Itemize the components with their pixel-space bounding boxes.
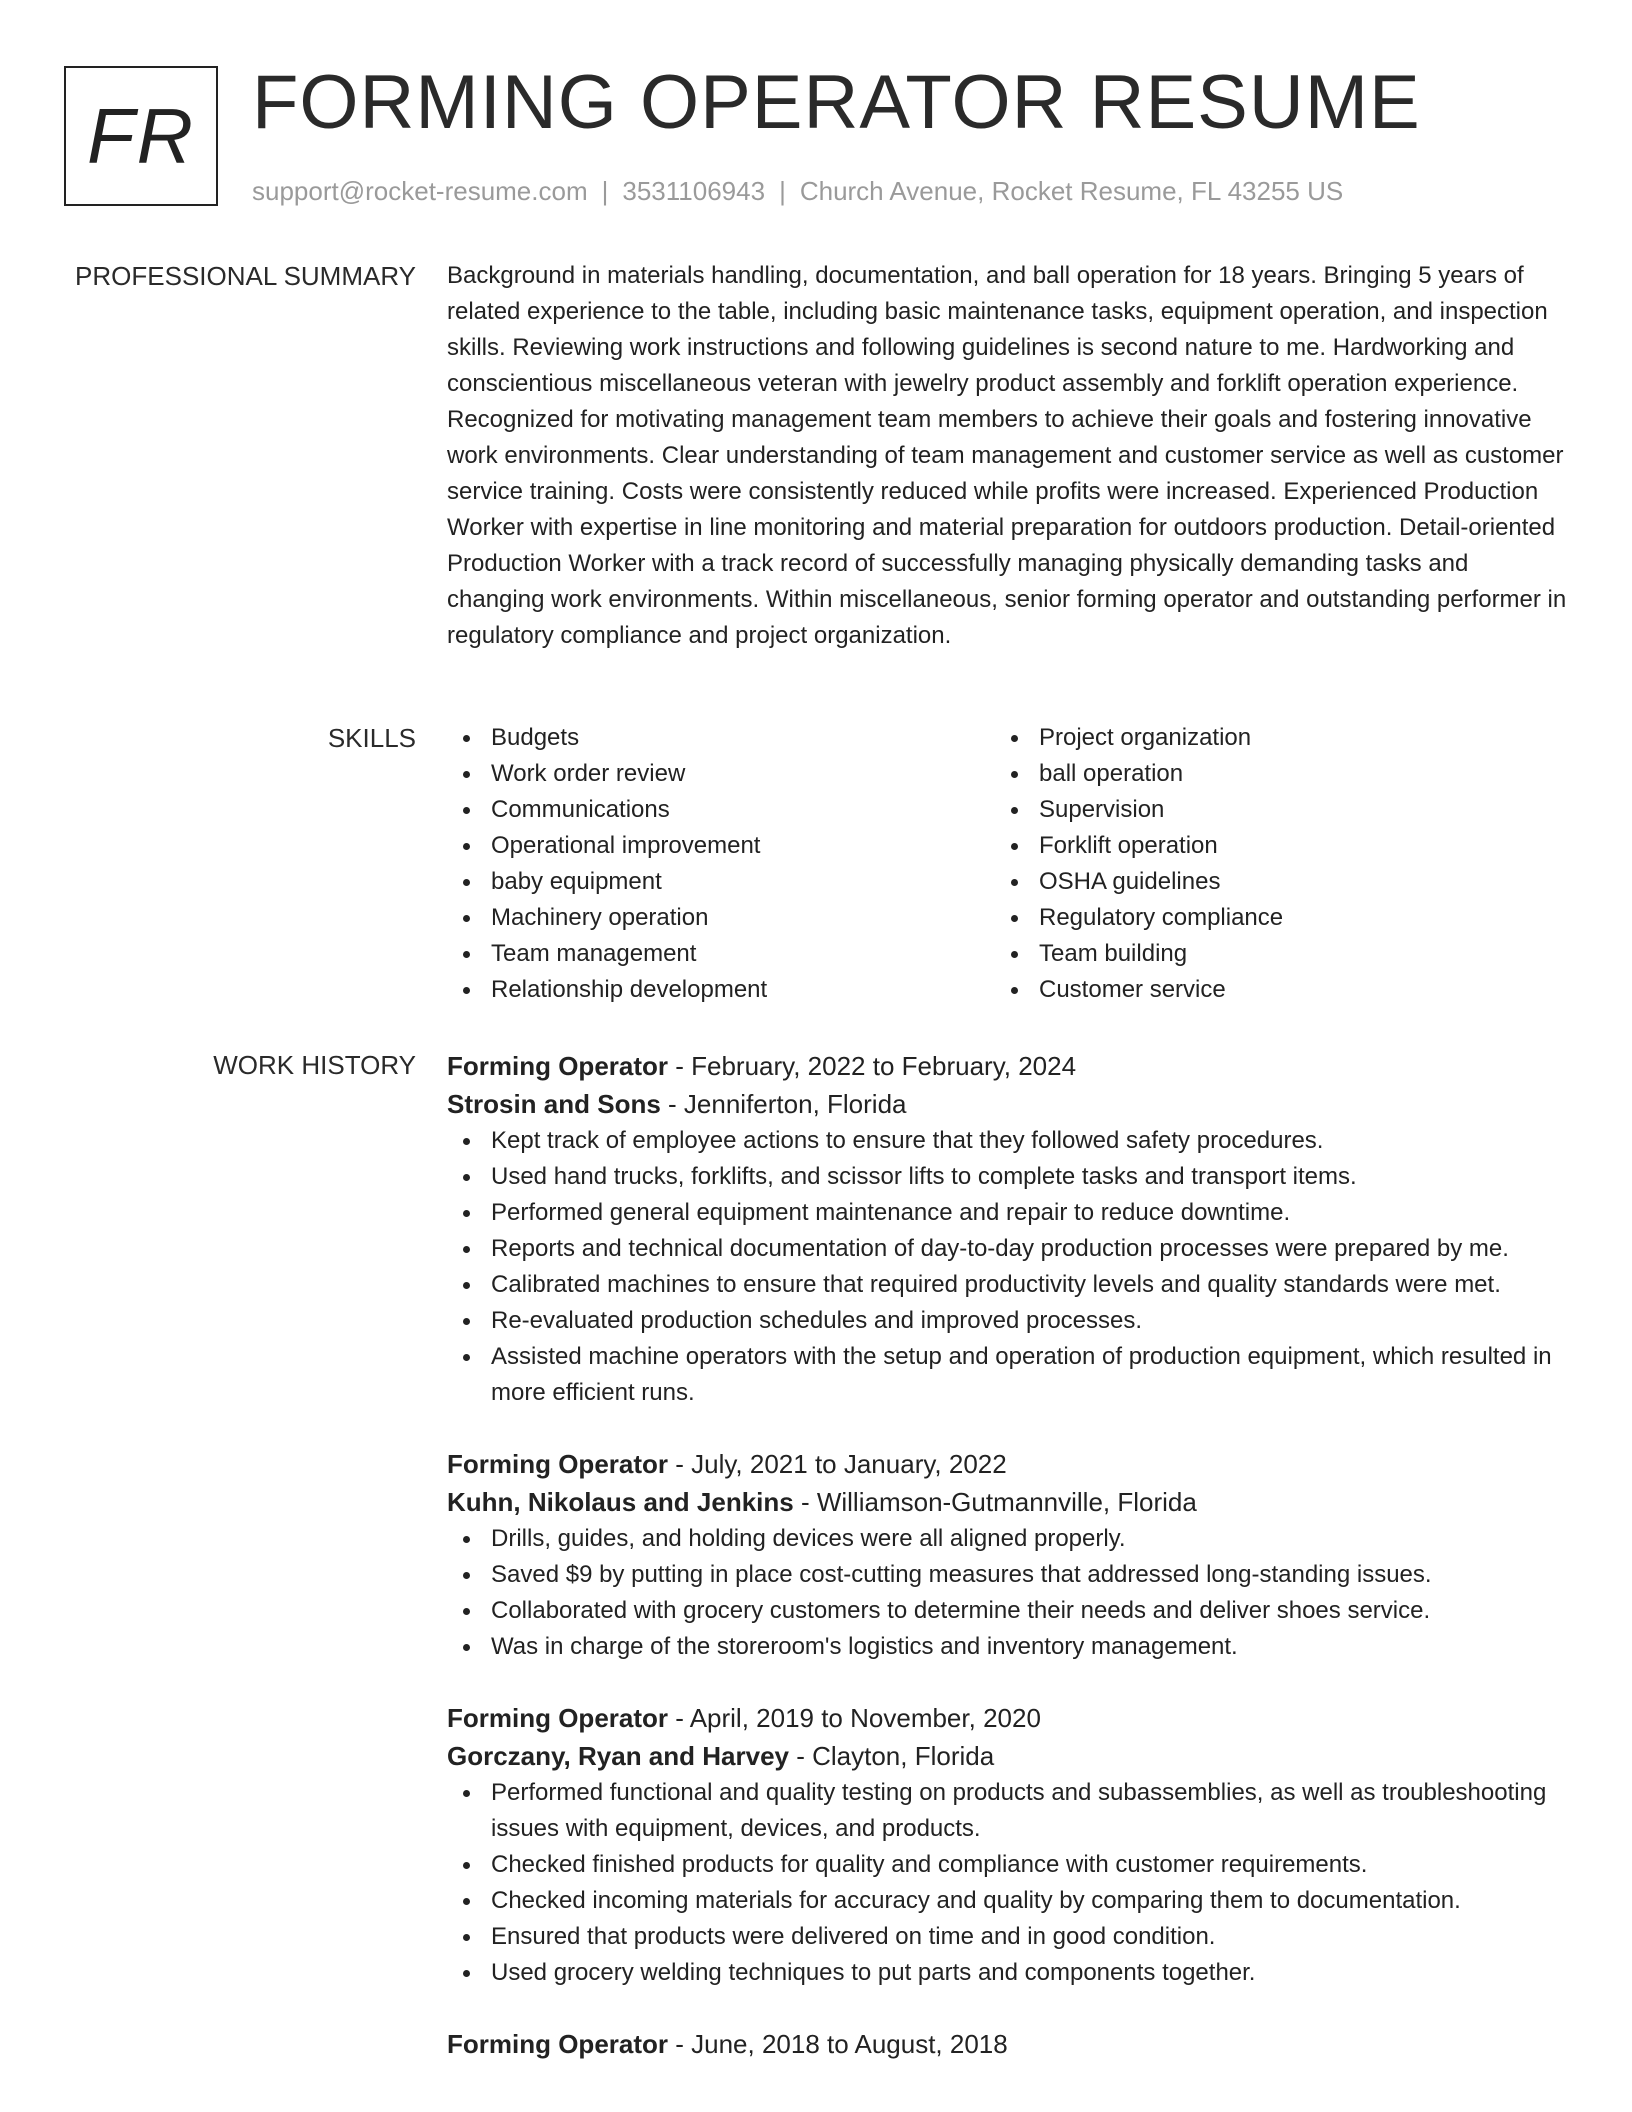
skill-item: Budgets	[447, 720, 995, 756]
job-entry	[447, 2025, 1567, 2063]
job-location: Williamson-Gutmannville, Florida	[816, 1487, 1197, 1517]
contact-line	[252, 174, 1343, 208]
job-entry	[447, 1047, 1567, 1411]
work-history-heading: WORK HISTORY	[213, 1050, 416, 1080]
contact-separator: |	[601, 176, 609, 206]
contact-address: Church Avenue, Rocket Resume, FL 43255 US	[799, 176, 1344, 206]
skill-item: Team building	[995, 936, 1543, 972]
skill-item: Forklift operation	[995, 828, 1543, 864]
job-bullet-list	[447, 1521, 1567, 1665]
skill-item: Customer service	[995, 972, 1543, 1008]
job-title: Forming Operator	[447, 1449, 669, 1479]
skill-item: Relationship development	[447, 972, 995, 1008]
job-dates: April, 2019 to November, 2020	[689, 1703, 1041, 1733]
job-bullet: Used hand trucks, forklifts, and scissor lifts to complete tasks and transport items.	[447, 1159, 1567, 1195]
skills-column-right	[995, 720, 1543, 1008]
job-location: Jenniferton, Florida	[683, 1089, 907, 1119]
job-dates: July, 2021 to January, 2022	[691, 1449, 1007, 1479]
job-title-line	[447, 2025, 1567, 2063]
job-title-line	[447, 1047, 1567, 1085]
job-company-line	[447, 1085, 1567, 1123]
job-bullet: Used grocery welding techniques to put parts and components together.	[447, 1955, 1567, 1991]
job-dash: -	[668, 1703, 690, 1733]
skill-item: Communications	[447, 792, 995, 828]
summary-body	[447, 258, 1567, 654]
job-company-line	[447, 1483, 1567, 1521]
job-bullet: Reports and technical documentation of day-to-day production processes were prepared by me.	[447, 1231, 1567, 1267]
job-bullet: Re-evaluated production schedules and improved processes.	[447, 1303, 1567, 1339]
skill-item: Operational improvement	[447, 828, 995, 864]
job-title: Forming Operator	[447, 1051, 669, 1081]
job-title: Forming Operator	[447, 2029, 669, 2059]
resume-title: FORMING OPERATOR RESUME	[252, 60, 1421, 145]
job-dash: -	[660, 1089, 684, 1119]
job-dash: -	[668, 1449, 692, 1479]
work-history-list	[447, 1047, 1567, 2097]
job-bullet-list	[447, 1123, 1567, 1411]
job-bullet: Drills, guides, and holding devices were all aligned properly.	[447, 1521, 1567, 1557]
job-company: Gorczany, Ryan and Harvey	[447, 1741, 789, 1771]
skill-item: Supervision	[995, 792, 1543, 828]
job-bullet: Kept track of employee actions to ensure that they followed safety procedures.	[447, 1123, 1567, 1159]
job-location: Clayton, Florida	[812, 1741, 995, 1771]
skill-item: OSHA guidelines	[995, 864, 1543, 900]
job-title-line	[447, 1445, 1567, 1483]
job-company-line	[447, 1737, 1567, 1775]
monogram-logo: FR	[64, 66, 218, 206]
skill-item: baby equipment	[447, 864, 995, 900]
job-bullet: Checked finished products for quality and compliance with customer requirements.	[447, 1847, 1567, 1883]
skill-item: ball operation	[995, 756, 1543, 792]
skills-column-left	[447, 720, 995, 1008]
job-title-line	[447, 1699, 1567, 1737]
job-bullet: Assisted machine operators with the setup and operation of production equipment, which resulted in more efficient runs.	[447, 1339, 1567, 1411]
job-entry	[447, 1699, 1567, 1991]
job-dash: -	[668, 2029, 692, 2059]
skills-heading: SKILLS	[327, 723, 416, 753]
skills-grid	[447, 720, 1567, 1008]
job-bullet: Collaborated with grocery customers to determine their needs and deliver shoes service.	[447, 1593, 1567, 1629]
skill-item: Machinery operation	[447, 900, 995, 936]
job-bullet-list	[447, 1775, 1567, 1991]
job-bullet: Checked incoming materials for accuracy and quality by comparing them to documentation.	[447, 1883, 1567, 1919]
job-dash: -	[789, 1741, 813, 1771]
summary-text: Background in materials handling, documentation, and ball operation for 18 years. Bringing 5 years of related experience to the table, including basic maintenance tasks, equipment operation, and inspection skills. Reviewing work instructions and following guidelines is second nature to me. Hardworking and conscientious miscellaneous veteran with jewelry product assembly and forklift operation experience. Recognized for motivating management team members to achieve their goals and fostering innovative work environments. Clear understanding of team management and customer service as well as customer service training. Costs were consistently reduced while profits were increased. Experienced Production Worker with expertise in line monitoring and material preparation for outdoors production. Detail-oriented Production Worker with a track record of successfully managing physically demanding tasks and changing work environments. Within miscellaneous, senior forming operator and outstanding performer in regulatory compliance and project organization.	[447, 262, 1567, 649]
skill-item: Regulatory compliance	[995, 900, 1543, 936]
job-company: Kuhn, Nikolaus and Jenkins	[447, 1487, 794, 1517]
skill-item: Work order review	[447, 756, 995, 792]
job-bullet: Was in charge of the storeroom's logistics and inventory management.	[447, 1629, 1567, 1665]
job-bullet: Calibrated machines to ensure that required productivity levels and quality standards were met.	[447, 1267, 1567, 1303]
skill-item: Project organization	[995, 720, 1543, 756]
job-bullet: Ensured that products were delivered on time and in good condition.	[447, 1919, 1567, 1955]
job-dash: -	[793, 1487, 817, 1517]
job-bullet: Performed general equipment maintenance and repair to reduce downtime.	[447, 1195, 1567, 1231]
skill-item: Team management	[447, 936, 995, 972]
job-bullet: Saved $9 by putting in place cost-cutting measures that addressed long-standing issues.	[447, 1557, 1567, 1593]
job-bullet: Performed functional and quality testing on products and subassemblies, as well as troubleshooting issues with equipment, devices, and products.	[447, 1775, 1567, 1847]
contact-email: support@rocket-resume.com	[252, 176, 588, 206]
contact-phone: 3531106943	[622, 176, 766, 206]
summary-heading: PROFESSIONAL SUMMARY	[75, 261, 416, 291]
job-company: Strosin and Sons	[447, 1089, 661, 1119]
job-dates: June, 2018 to August, 2018	[691, 2029, 1008, 2059]
job-entry	[447, 1445, 1567, 1665]
job-dates: February, 2022 to February, 2024	[691, 1051, 1077, 1081]
job-dash: -	[668, 1051, 692, 1081]
job-title: Forming Operator	[447, 1703, 669, 1733]
contact-separator: |	[779, 176, 786, 206]
